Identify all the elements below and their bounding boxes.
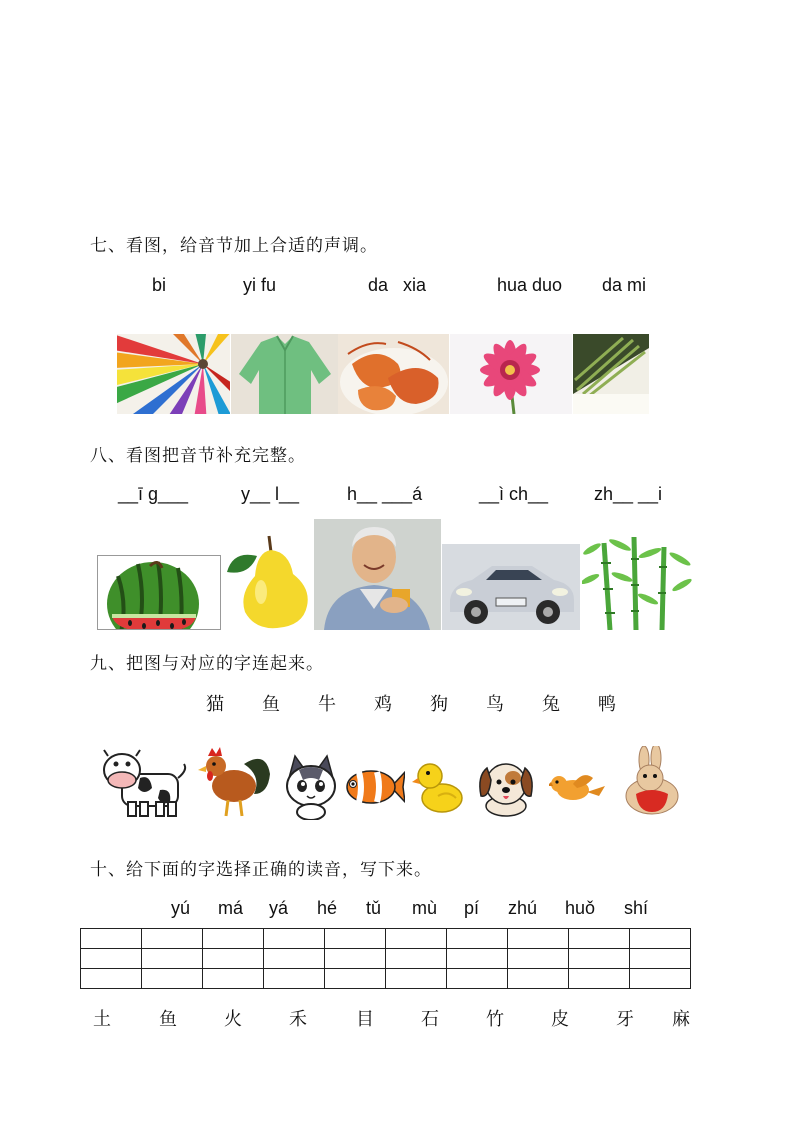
section10-char-2: 鱼 bbox=[159, 1009, 177, 1030]
old-man-image bbox=[314, 519, 441, 630]
fish-image bbox=[343, 764, 405, 810]
grid-cell[interactable] bbox=[203, 949, 264, 969]
pear-image bbox=[223, 532, 313, 630]
rabbit-image bbox=[622, 746, 682, 816]
section10-pinyin-1: yú bbox=[171, 898, 191, 918]
grid-cell[interactable] bbox=[386, 949, 447, 969]
section10-pinyin-9: huǒ bbox=[565, 898, 596, 918]
grid-cell[interactable] bbox=[569, 969, 630, 989]
section10-pinyin-4: hé bbox=[317, 898, 338, 918]
bird-image bbox=[549, 768, 605, 808]
section10-heading: 十、给下面的字选择正确的读音，写下来。 bbox=[90, 860, 432, 880]
section9-char-5: 狗 bbox=[430, 694, 448, 715]
section10-char-3: 火 bbox=[224, 1009, 242, 1030]
section10-pinyin-10: shí bbox=[624, 898, 649, 918]
dog-image bbox=[475, 756, 537, 818]
grid-cell[interactable] bbox=[81, 929, 142, 949]
grid-cell[interactable] bbox=[386, 929, 447, 949]
answer-grid bbox=[80, 928, 691, 989]
grid-row bbox=[81, 929, 691, 949]
section9-char-2: 鱼 bbox=[262, 694, 280, 715]
section10-pinyin-3: yá bbox=[269, 898, 289, 918]
grid-cell[interactable] bbox=[142, 969, 203, 989]
section8-syllable-5: zh__ __i bbox=[594, 484, 663, 504]
grid-row bbox=[81, 949, 691, 969]
grid-cell[interactable] bbox=[508, 949, 569, 969]
grid-cell[interactable] bbox=[81, 969, 142, 989]
section8-syllable-3: h__ ___á bbox=[347, 484, 423, 504]
section9-char-8: 鸭 bbox=[598, 694, 616, 715]
section10-char-9: 牙 bbox=[616, 1009, 634, 1030]
green-clothes-image bbox=[231, 334, 338, 414]
section10-char-5: 目 bbox=[356, 1009, 374, 1030]
section8-syllable-2: y__ l__ bbox=[241, 484, 300, 504]
section7-syllable-3: da xia bbox=[368, 275, 427, 295]
section10-pinyin-8: zhú bbox=[508, 898, 538, 918]
cow-image bbox=[100, 748, 190, 820]
grid-cell[interactable] bbox=[325, 969, 386, 989]
grid-cell[interactable] bbox=[630, 949, 691, 969]
section8-heading: 八、看图把音节补充完整。 bbox=[90, 446, 306, 466]
car-image bbox=[442, 544, 580, 630]
grid-cell[interactable] bbox=[569, 949, 630, 969]
grid-cell[interactable] bbox=[203, 969, 264, 989]
grid-row bbox=[81, 969, 691, 989]
grid-cell[interactable] bbox=[447, 949, 508, 969]
section9-heading: 九、把图与对应的字连起来。 bbox=[90, 654, 324, 674]
section10-pinyin-5: tǔ bbox=[366, 898, 382, 918]
grid-cell[interactable] bbox=[630, 929, 691, 949]
shrimp-image bbox=[338, 334, 449, 414]
section8-syllable-4: __ì ch__ bbox=[479, 484, 549, 504]
grid-cell[interactable] bbox=[142, 949, 203, 969]
section9-char-3: 牛 bbox=[318, 694, 336, 715]
grid-cell[interactable] bbox=[508, 969, 569, 989]
bamboo-image bbox=[582, 533, 696, 630]
grid-cell[interactable] bbox=[264, 929, 325, 949]
section7-syllable-1: bi bbox=[152, 275, 167, 295]
section7-heading: 七、看图，给音节加上合适的声调。 bbox=[90, 236, 378, 256]
cat-image bbox=[285, 754, 337, 820]
section9-char-4: 鸡 bbox=[374, 694, 392, 715]
rice-image bbox=[573, 334, 649, 414]
grid-cell[interactable] bbox=[325, 949, 386, 969]
section9-char-1: 猫 bbox=[206, 694, 224, 715]
section9-char-7: 兔 bbox=[542, 694, 560, 715]
section8-syllable-1: __ī g___ bbox=[118, 484, 189, 504]
colored-pencils-image bbox=[117, 334, 230, 414]
section7-syllable-4: hua duo bbox=[497, 275, 563, 295]
grid-cell[interactable] bbox=[142, 929, 203, 949]
grid-cell[interactable] bbox=[81, 949, 142, 969]
section10-pinyin-6: mù bbox=[412, 898, 438, 918]
section10-char-4: 禾 bbox=[289, 1009, 307, 1030]
section10-pinyin-2: má bbox=[218, 898, 244, 918]
rooster-image bbox=[196, 744, 272, 820]
section7-syllable-2: yi fu bbox=[243, 275, 277, 295]
grid-cell[interactable] bbox=[203, 929, 264, 949]
section7-syllable-5: da mi bbox=[602, 275, 647, 295]
grid-cell[interactable] bbox=[508, 929, 569, 949]
grid-cell[interactable] bbox=[325, 929, 386, 949]
section10-char-8: 皮 bbox=[551, 1009, 569, 1030]
grid-cell[interactable] bbox=[569, 929, 630, 949]
section10-char-1: 土 bbox=[93, 1009, 111, 1030]
grid-cell[interactable] bbox=[447, 969, 508, 989]
section9-char-6: 鸟 bbox=[486, 694, 504, 715]
grid-cell[interactable] bbox=[264, 969, 325, 989]
grid-cell[interactable] bbox=[630, 969, 691, 989]
grid-cell[interactable] bbox=[386, 969, 447, 989]
watermelon-image bbox=[97, 555, 221, 630]
section10-char-7: 竹 bbox=[486, 1009, 504, 1030]
section10-pinyin-7: pí bbox=[464, 898, 480, 918]
grid-cell[interactable] bbox=[447, 929, 508, 949]
flower-image bbox=[450, 334, 572, 414]
duck-image bbox=[412, 760, 464, 814]
section10-char-6: 石 bbox=[421, 1009, 439, 1030]
section10-char-10: 麻 bbox=[672, 1009, 690, 1030]
grid-cell[interactable] bbox=[264, 949, 325, 969]
